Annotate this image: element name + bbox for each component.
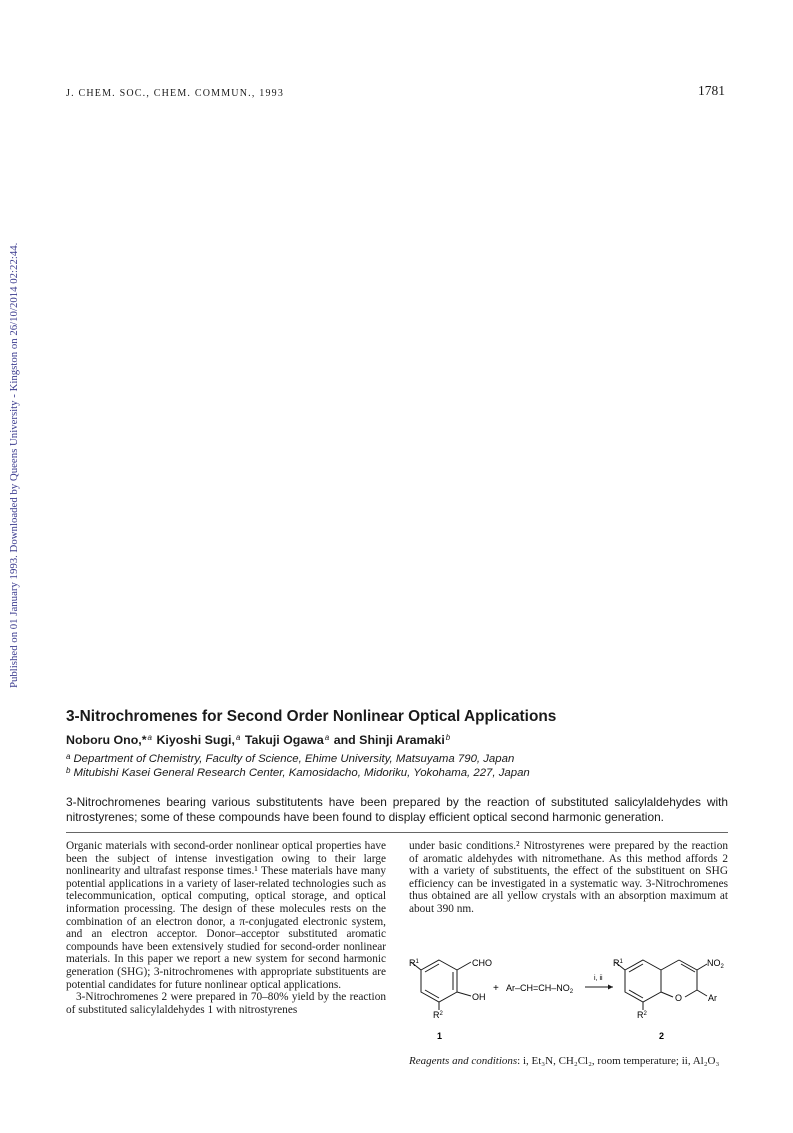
nitro-bond — [697, 964, 707, 970]
double-bond — [629, 964, 643, 972]
caption-lead: Reagents and conditions — [409, 1055, 518, 1067]
affiliation-text: Department of Chemistry, Faculty of Science, Ehime University, Matsuyama 790, Japan — [73, 753, 515, 765]
author-name: Kiyoshi Sugi, — [156, 733, 235, 747]
r2-label: $R^2$ — [433, 1010, 443, 1020]
oh-label: OH — [472, 992, 486, 1002]
aryl-bond — [697, 990, 707, 996]
author-affiliation-mark: a — [324, 733, 330, 742]
pyran-bond — [661, 992, 673, 997]
plus-sign: + — [493, 983, 499, 994]
benzene-ring — [421, 960, 457, 1002]
author-affiliation-mark: b — [445, 733, 451, 742]
double-bond — [425, 990, 439, 998]
article-title: 3-Nitrochromenes for Second Order Nonlinear Optical Applications — [66, 708, 557, 725]
pyran-bond — [685, 990, 697, 997]
affiliation-a — [66, 752, 514, 765]
body-left-column — [66, 840, 386, 1016]
nitrochromene-structure — [615, 960, 707, 1010]
cho-bond — [457, 962, 471, 970]
double-bond — [629, 990, 643, 998]
double-bond — [425, 964, 439, 972]
reaction-scheme — [409, 958, 728, 1050]
r2-label: $R^2$ — [637, 1010, 647, 1020]
author-affiliation-mark: a — [235, 733, 241, 742]
body-paragraph: under basic conditions.² Nitrostyrenes were prepared by the reaction of aromatic aldehydes with nitromethane. As this method affords 2 with a variety of substituents, the effect of the substituent on SHG efficiency can be investigated in a systematic way. 3-Nitrochromenes thus obtained are all yellow crystals with an absorption maximum at about 390 nm. — [409, 840, 728, 915]
arrow-conditions: i, ii — [594, 975, 603, 982]
no2-label: $NO_2$ — [707, 958, 724, 970]
body-right-column — [409, 840, 728, 916]
scheme-caption — [409, 1055, 728, 1068]
affiliation-mark: a — [66, 752, 71, 761]
benzene-ring — [625, 960, 661, 1002]
page-number: 1781 — [698, 83, 725, 98]
affiliation-b — [66, 766, 530, 779]
author-affiliation-mark: a — [147, 733, 152, 742]
download-watermark[interactable]: Published on 01 January 1993. Downloaded by Queens University - Kingston on 26/10/2014 02:22:44. — [8, 242, 20, 688]
pyran-bond — [661, 960, 679, 970]
ar-label: Ar — [708, 993, 717, 1003]
abstract-rule — [66, 832, 728, 833]
author-name: and Shinji Aramaki — [333, 733, 445, 747]
body-paragraph: 3-Nitrochromenes 2 were prepared in 70–80% yield by the reaction of substituted salicylaldehydes 1 with nitrostyrenes — [66, 991, 386, 1016]
abstract: 3-Nitrochromenes bearing various substitutents have been prepared by the reaction of substituted salicylaldehydes with nitrostyrenes; some of these compounds have been found to display efficient optical second harmonic generation. — [66, 795, 728, 824]
ring-oxygen-label: O — [675, 993, 683, 1003]
nitrostyrene-label: $Ar-CH=CH-NO_2$ — [506, 983, 574, 995]
salicylaldehyde-structure — [411, 960, 471, 1010]
author-name: Noboru Ono,* — [66, 733, 147, 747]
affiliation-mark: b — [66, 766, 71, 775]
affiliation-text: Mitubishi Kasei General Research Center, Kamosidacho, Midoriku, Yokohama, 227, Japan — [73, 767, 530, 779]
arrow-head — [608, 985, 613, 990]
caption-text: : i, Et₃N, CH₂Cl₂, room temperature; ii, Al₂O₃ — [517, 1055, 720, 1067]
r1-label: $R^1$ — [409, 958, 419, 968]
compound-2-label: 2 — [659, 1031, 665, 1041]
compound-1-label: 1 — [437, 1031, 443, 1041]
oh-bond — [457, 992, 471, 996]
author-list — [66, 733, 451, 747]
cho-label: CHO — [472, 958, 492, 968]
running-head: J. CHEM. SOC., CHEM. COMMUN., 1993 — [66, 88, 285, 99]
body-paragraph: Organic materials with second-order nonlinear optical properties have been the subject of intense investigation owing to their large nonlinearity and ultrafast response times.¹ These materials have many potential applications in a variety of laser-related technologies such as telecommunication, optical computing, optical storage, and optical information processing. The design of these molecules rests on the combination of an electron donor, a π-conjugated electronic system, and an electron acceptor. Donor–acceptor substituted aromatic compounds have been extensively studied for second-order nonlinear materials. In this paper we report a new system for second harmonic generation (SHG); 3-nitrochromenes with appropriate substituents are potential candidates for future nonlinear optical applications. — [66, 840, 386, 991]
r1-label: $R^1$ — [613, 958, 623, 968]
author-name: Takuji Ogawa — [244, 733, 324, 747]
